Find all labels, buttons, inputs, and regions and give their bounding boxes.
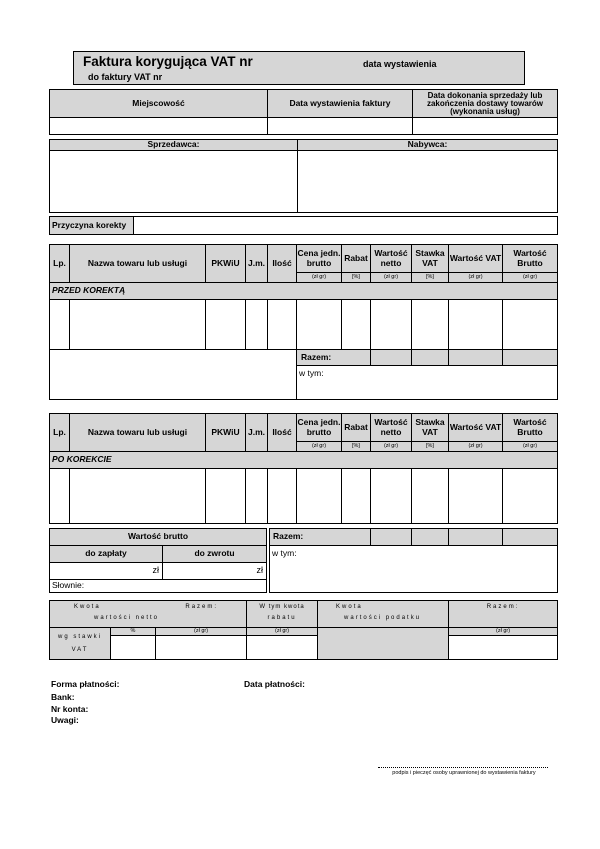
col-vat-rate: Stawka VAT <box>412 245 449 273</box>
col-name: Nazwa towaru lub usługi <box>70 414 206 452</box>
words-label: Słownie: <box>52 580 85 591</box>
col-gross: Wartość Brutto <box>503 414 558 442</box>
summary-vat-label: VAT <box>71 646 89 653</box>
sale-date-header: Data dokonania sprzedaży lub zakończenia dostawy towarów (wykonania usług) <box>413 90 558 118</box>
summary-amount-label: Kwota <box>74 604 101 610</box>
col-price: Cena jedn. brutto <box>297 414 342 442</box>
col-discount: Rabat <box>342 414 371 442</box>
unit-vat: (zł gr) <box>449 273 503 283</box>
unit-discount: [%] <box>342 273 371 283</box>
signature-caption: podpis i pieczęć osoby uprawnionej do wystawienia faktury <box>392 770 536 776</box>
after-total-label: Razem: <box>270 529 371 546</box>
before-incl: w tym: <box>297 366 558 400</box>
seller-field[interactable] <box>50 151 298 213</box>
after-total-vat[interactable] <box>449 529 503 546</box>
before-total-gross[interactable] <box>503 350 558 366</box>
summary-discount-label: rabatu <box>267 614 297 621</box>
place-field[interactable] <box>50 118 268 135</box>
invoice-date-header: Data wystawienia faktury <box>268 90 413 118</box>
seller-header: Sprzedawca: <box>50 140 298 151</box>
unit-net: (zł gr) <box>371 273 412 283</box>
summary-vat-field[interactable] <box>318 628 449 660</box>
col-pkwiu: PKWiU <box>206 245 246 283</box>
buyer-header: Nabywca: <box>298 140 558 151</box>
unit-discount: [%] <box>342 442 371 452</box>
before-total-label: Razem: <box>297 350 371 366</box>
sale-date-field[interactable] <box>413 118 558 135</box>
buyer-field[interactable] <box>298 151 558 213</box>
ref-invoice-label: do faktury VAT nr <box>88 72 163 82</box>
unit-gross: (zł gr) <box>503 442 558 452</box>
place-date-table <box>49 89 558 135</box>
col-vat-rate: Stawka VAT <box>412 414 449 442</box>
col-lp: Lp. <box>50 414 70 452</box>
before-section-label: PRZED KOREKTĄ <box>50 283 558 300</box>
invoice-date-field[interactable] <box>268 118 413 135</box>
unit-vat-rate: [%] <box>412 273 449 283</box>
reason-label: Przyczyna korekty <box>50 217 134 235</box>
after-total-rate[interactable] <box>412 529 449 546</box>
col-net: Wartość netto <box>371 245 412 273</box>
gross-value-table <box>49 528 267 593</box>
payment-date-label: Data płatności: <box>244 679 305 689</box>
summary-net-unit: (zł gr) <box>156 628 247 636</box>
col-net: Wartość netto <box>371 414 412 442</box>
currency-label: zł <box>256 565 264 576</box>
after-section-label: PO KOREKCIE <box>50 452 558 469</box>
issue-date-label: data wystawienia <box>363 59 437 69</box>
summary-incl-discount-label: W tym kwota <box>259 604 305 610</box>
table-row[interactable] <box>50 469 558 524</box>
after-incl: w tym: <box>270 546 558 593</box>
to-refund-field[interactable] <box>163 563 267 580</box>
col-name: Nazwa towaru lub usługi <box>70 245 206 283</box>
invoice-header <box>73 51 525 85</box>
place-header: Miejscowość <box>50 90 268 118</box>
summary-table <box>49 600 558 660</box>
after-total-table <box>269 528 558 593</box>
before-total-rate[interactable] <box>412 350 449 366</box>
summary-vat-value-label: wartości podatku <box>344 614 422 621</box>
table-row[interactable] <box>50 300 558 350</box>
after-total-net[interactable] <box>371 529 412 546</box>
unit-price: (zł gr) <box>297 442 342 452</box>
items-before-table <box>49 244 558 400</box>
summary-amount2-label: Kwota <box>336 604 363 610</box>
unit-price: (zł gr) <box>297 273 342 283</box>
to-pay-label: do zapłaty <box>50 546 163 563</box>
col-unit: J.m. <box>246 245 268 283</box>
reason-field[interactable] <box>134 217 558 235</box>
summary-total2-label: Razem: <box>486 604 520 610</box>
parties-table <box>49 139 558 213</box>
after-total-gross[interactable] <box>503 529 558 546</box>
col-lp: Lp. <box>50 245 70 283</box>
bank-label: Bank: <box>51 692 75 702</box>
summary-net-label: wartości netto <box>94 614 160 621</box>
items-after-table <box>49 413 558 524</box>
col-vat-value: Wartość VAT <box>449 414 503 442</box>
to-pay-field[interactable] <box>50 563 163 580</box>
reason-table <box>49 216 558 235</box>
to-refund-label: do zwrotu <box>163 546 267 563</box>
summary-by-rate-label: wg stawki <box>57 633 102 640</box>
signature-line <box>378 767 548 768</box>
col-pkwiu: PKWiU <box>206 414 246 452</box>
notes-label: Uwagi: <box>51 715 79 725</box>
unit-gross: (zł gr) <box>503 273 558 283</box>
col-vat-value: Wartość VAT <box>449 245 503 273</box>
payment-form-label: Forma płatności: <box>51 679 120 689</box>
account-label: Nr konta: <box>51 704 89 714</box>
summary-total-label: Razem: <box>185 604 219 610</box>
currency-label: zł <box>152 565 159 576</box>
summary-pct-unit: % <box>111 628 156 636</box>
col-price: Cena jedn. brutto <box>297 245 342 273</box>
before-total-net[interactable] <box>371 350 412 366</box>
summary-discount-unit: (zł gr) <box>247 628 318 636</box>
gross-value-label: Wartość brutto <box>50 529 267 546</box>
before-total-vat[interactable] <box>449 350 503 366</box>
unit-vat: (zł gr) <box>449 442 503 452</box>
invoice-title: Faktura korygująca VAT nr <box>83 54 253 69</box>
words-field[interactable] <box>50 580 267 593</box>
unit-net: (zł gr) <box>371 442 412 452</box>
col-gross: Wartość Brutto <box>503 245 558 273</box>
unit-vat-rate: [%] <box>412 442 449 452</box>
summary-total-unit: (zł gr) <box>449 628 558 636</box>
col-qty: Ilość <box>268 414 297 452</box>
col-discount: Rabat <box>342 245 371 273</box>
col-unit: J.m. <box>246 414 268 452</box>
col-qty: Ilość <box>268 245 297 283</box>
table-row[interactable] <box>50 636 558 660</box>
